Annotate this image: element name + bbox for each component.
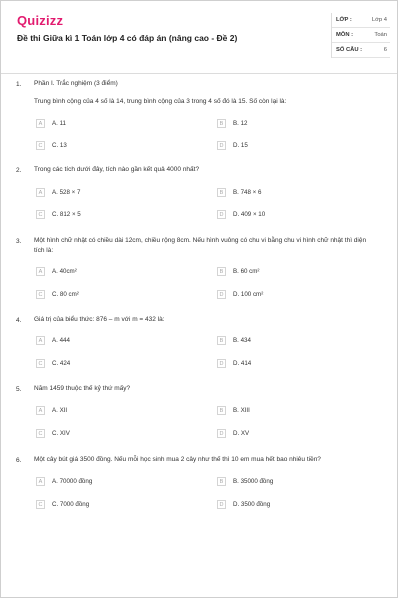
question-number: 2. xyxy=(16,167,22,174)
option-letter-box: B xyxy=(217,477,226,486)
option-text: B. 434 xyxy=(233,337,251,344)
option-letter-box: A xyxy=(36,119,45,128)
option-letter-box: C xyxy=(36,210,45,219)
question-text: Trong các tích dưới đây, tích nào gần kết quả 4000 nhất? xyxy=(34,166,200,173)
question-number: 6. xyxy=(16,457,22,464)
option-text: C. 424 xyxy=(52,360,71,367)
question-number: 3. xyxy=(16,238,22,245)
option-text: D. 3500 đồng xyxy=(233,501,271,508)
worksheet-title: Đề thi Giữa kì 1 Toán lớp 4 có đáp án (nâng cao - Đề 2) xyxy=(17,33,238,43)
option-letter-box: C xyxy=(36,429,45,438)
option-letter-box: B xyxy=(217,188,226,197)
option-text: D. 414 xyxy=(233,360,252,367)
option-letter-box: A xyxy=(36,188,45,197)
option-text: C. 80 cm² xyxy=(52,291,79,298)
worksheet-header xyxy=(1,1,397,73)
question-text: Giá trị của biểu thức: 876 – m với m = 432 là: xyxy=(34,316,165,323)
section-heading: Phần I. Trắc nghiệm (3 điểm) xyxy=(34,80,118,87)
option-text: A. 444 xyxy=(52,337,70,344)
option-text: D. 15 xyxy=(233,142,248,149)
option-text: A. 528 × 7 xyxy=(52,189,81,196)
option-letter-box: A xyxy=(36,477,45,486)
option-letter-box: C xyxy=(36,141,45,150)
meta-value: Lớp 4 xyxy=(371,17,387,23)
option-text: A. 11 xyxy=(52,120,66,127)
option-text: B. XIII xyxy=(233,407,250,414)
option-text: C. 7000 đồng xyxy=(52,501,90,508)
option-text: A. XII xyxy=(52,407,68,414)
question-text-line-1: Một hình chữ nhật có chiều dài 12cm, chiều rộng 8cm. Nếu hình vuông có chu vi bằng chu vi hình chữ nhật thì diện xyxy=(34,237,367,244)
option-letter-box: A xyxy=(36,267,45,276)
header-divider xyxy=(1,73,397,74)
option-letter-box: D xyxy=(217,359,226,368)
meta-value: Toán xyxy=(374,32,387,38)
option-letter-box: B xyxy=(217,336,226,345)
question-text: Trung bình cộng của 4 số là 14, trung bình cộng của 3 trong 4 số đó là 15. Số còn lại là: xyxy=(34,98,287,105)
question-text: Năm 1459 thuộc thế kỷ thứ mấy? xyxy=(34,385,131,392)
option-text: B. 35000 đồng xyxy=(233,478,274,485)
meta-row-class xyxy=(332,13,390,28)
option-text: A. 70000 đồng xyxy=(52,478,93,485)
option-text: B. 60 cm² xyxy=(233,268,260,275)
option-letter-box: D xyxy=(217,429,226,438)
option-letter-box: D xyxy=(217,141,226,150)
option-letter-box: A xyxy=(36,336,45,345)
question-number: 1. xyxy=(16,81,22,88)
meta-label: LỚP : xyxy=(336,17,352,23)
meta-table xyxy=(331,13,390,58)
meta-label: SỐ CÂU : xyxy=(336,47,363,53)
option-letter-box: B xyxy=(217,119,226,128)
option-text: B. 748 × 6 xyxy=(233,189,262,196)
meta-value: 6 xyxy=(383,47,387,53)
option-letter-box: D xyxy=(217,290,226,299)
option-letter-box: D xyxy=(217,500,226,509)
meta-row-subject xyxy=(332,28,390,43)
option-text: C. 13 xyxy=(52,142,67,149)
option-letter-box: C xyxy=(36,500,45,509)
option-text: D. 409 × 10 xyxy=(233,211,266,218)
question-number: 5. xyxy=(16,386,22,393)
quizizz-logo: Quizizz xyxy=(17,13,64,28)
option-letter-box: B xyxy=(217,406,226,415)
option-text: A. 40cm² xyxy=(52,268,77,275)
option-text: D. XV xyxy=(233,430,250,437)
option-text: D. 100 cm² xyxy=(233,291,264,298)
meta-label: MÔN : xyxy=(336,32,354,38)
option-letter-box: B xyxy=(217,267,226,276)
option-letter-box: D xyxy=(217,210,226,219)
question-text-line-2: tích là: xyxy=(34,247,54,254)
question-text: Một cây bút giá 3500 đồng. Nếu mỗi học sinh mua 2 cây như thế thì 10 em mua hết bao nhiêu tiền? xyxy=(34,456,321,463)
option-letter-box: C xyxy=(36,290,45,299)
question-number: 4. xyxy=(16,317,22,324)
meta-row-count xyxy=(332,43,390,58)
option-letter-box: A xyxy=(36,406,45,415)
option-text: C. 812 × 5 xyxy=(52,211,81,218)
option-text: B. 12 xyxy=(233,120,248,127)
option-text: C. XIV xyxy=(52,430,70,437)
option-letter-box: C xyxy=(36,359,45,368)
